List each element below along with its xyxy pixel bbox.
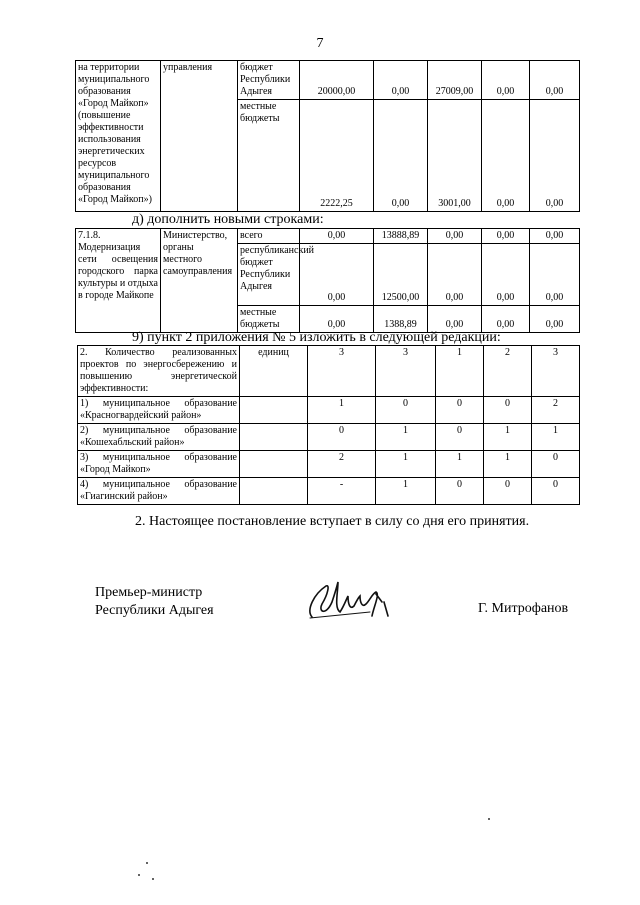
new-rows-table	[75, 228, 580, 333]
indicator-name-cell: 4) муниципальное образование «Гиагинский район»	[78, 478, 240, 505]
indicator-name-cell: 1) муниципальное образование «Красногвардейский район»	[78, 397, 240, 424]
value-cell: 0,00	[374, 61, 428, 100]
indicator-name-cell: 2) муниципальное образование «Кошехабльский район»	[78, 424, 240, 451]
unit-cell: единиц	[240, 346, 308, 397]
heading-add-rows: д) дополнить новыми строками:	[132, 212, 324, 227]
signatory-title-line1: Премьер-министр	[95, 585, 203, 600]
handwritten-signature	[300, 572, 400, 632]
value-cell: 1388,89	[374, 306, 428, 333]
indicator-name-cell: 2. Количество реализованных проектов по энергосбережению и повышению энергетической эффективности:	[78, 346, 240, 397]
unit-cell	[240, 424, 308, 451]
value-cell: 2	[308, 451, 376, 478]
scan-speck	[152, 878, 154, 880]
value-cell: 0	[484, 478, 532, 505]
unit-cell	[240, 478, 308, 505]
value-cell: 2	[532, 397, 580, 424]
value-cell: 0,00	[530, 244, 580, 306]
value-cell: 3	[532, 346, 580, 397]
value-cell: 1	[376, 424, 436, 451]
value-cell: 1	[308, 397, 376, 424]
value-cell: 3001,00	[428, 100, 482, 212]
value-cell: 0,00	[428, 229, 482, 244]
value-cell: 0	[376, 397, 436, 424]
indicator-name-cell: 3) муниципальное образование «Город Майкоп»	[78, 451, 240, 478]
executor-cell: Министерство, органы местного самоуправления	[161, 229, 238, 333]
value-cell: 3	[308, 346, 376, 397]
source-cell: местные бюджеты	[238, 100, 300, 212]
value-cell: 13888,89	[374, 229, 428, 244]
signatory-name: Г. Митрофанов	[478, 601, 569, 616]
value-cell: 0	[436, 424, 484, 451]
value-cell: 1	[376, 478, 436, 505]
value-cell: 1	[484, 424, 532, 451]
value-cell: 1	[532, 424, 580, 451]
scan-speck	[146, 862, 148, 864]
value-cell: 0	[308, 424, 376, 451]
value-cell: 0	[484, 397, 532, 424]
value-cell: 1	[484, 451, 532, 478]
value-cell: 0,00	[482, 306, 530, 333]
value-cell: 0,00	[482, 244, 530, 306]
value-cell: 20000,00	[300, 61, 374, 100]
value-cell: 2	[484, 346, 532, 397]
value-cell: 0	[436, 478, 484, 505]
signatory-title	[95, 584, 214, 620]
value-cell: 0,00	[300, 306, 374, 333]
event-name-cell: на территории муниципального образования «Город Майкоп» (повышение эффективности использования энергетических ресурсов муниципального образования «Город Майкоп»)	[76, 61, 161, 212]
unit-cell	[240, 451, 308, 478]
value-cell: 0,00	[300, 244, 374, 306]
value-cell: 0	[436, 397, 484, 424]
value-cell: 1	[436, 346, 484, 397]
event-name-cell: 7.1.8. Модернизация сети освещения городского парка культуры и отдыха в городе Майкопе	[76, 229, 161, 333]
value-cell: 1	[436, 451, 484, 478]
value-cell: 0,00	[530, 61, 580, 100]
value-cell: 12500,00	[374, 244, 428, 306]
scan-speck	[488, 818, 490, 820]
value-cell: 0	[532, 451, 580, 478]
page-number: 7	[316, 36, 324, 51]
indicators-table	[77, 345, 580, 505]
value-cell: 0,00	[482, 100, 530, 212]
value-cell: 0,00	[530, 306, 580, 333]
value-cell: 0,00	[530, 100, 580, 212]
value-cell: -	[308, 478, 376, 505]
value-cell: 27009,00	[428, 61, 482, 100]
source-cell: местные бюджеты	[238, 306, 300, 333]
value-cell: 0,00	[374, 100, 428, 212]
source-cell: всего	[238, 229, 300, 244]
value-cell: 0,00	[482, 61, 530, 100]
unit-cell	[240, 397, 308, 424]
program-table-continued	[75, 60, 580, 212]
scan-speck	[138, 874, 140, 876]
value-cell: 1	[376, 451, 436, 478]
value-cell: 0,00	[482, 229, 530, 244]
effective-date-paragraph: 2. Настоящее постановление вступает в силу со дня его принятия.	[135, 514, 530, 529]
value-cell: 3	[376, 346, 436, 397]
source-cell: бюджет Республики Адыгея	[238, 61, 300, 100]
executor-cell: управления	[161, 61, 238, 212]
signatory-title-line2: Республики Адыгея	[95, 603, 214, 618]
value-cell: 0,00	[428, 306, 482, 333]
source-cell: республиканский бюджет Республики Адыгея	[238, 244, 300, 306]
value-cell: 0,00	[300, 229, 374, 244]
value-cell: 0,00	[428, 244, 482, 306]
heading-appendix-5: 9) пункт 2 приложения № 5 изложить в следующей редакции:	[132, 330, 501, 345]
value-cell: 2222,25	[300, 100, 374, 212]
value-cell: 0,00	[530, 229, 580, 244]
value-cell: 0	[532, 478, 580, 505]
